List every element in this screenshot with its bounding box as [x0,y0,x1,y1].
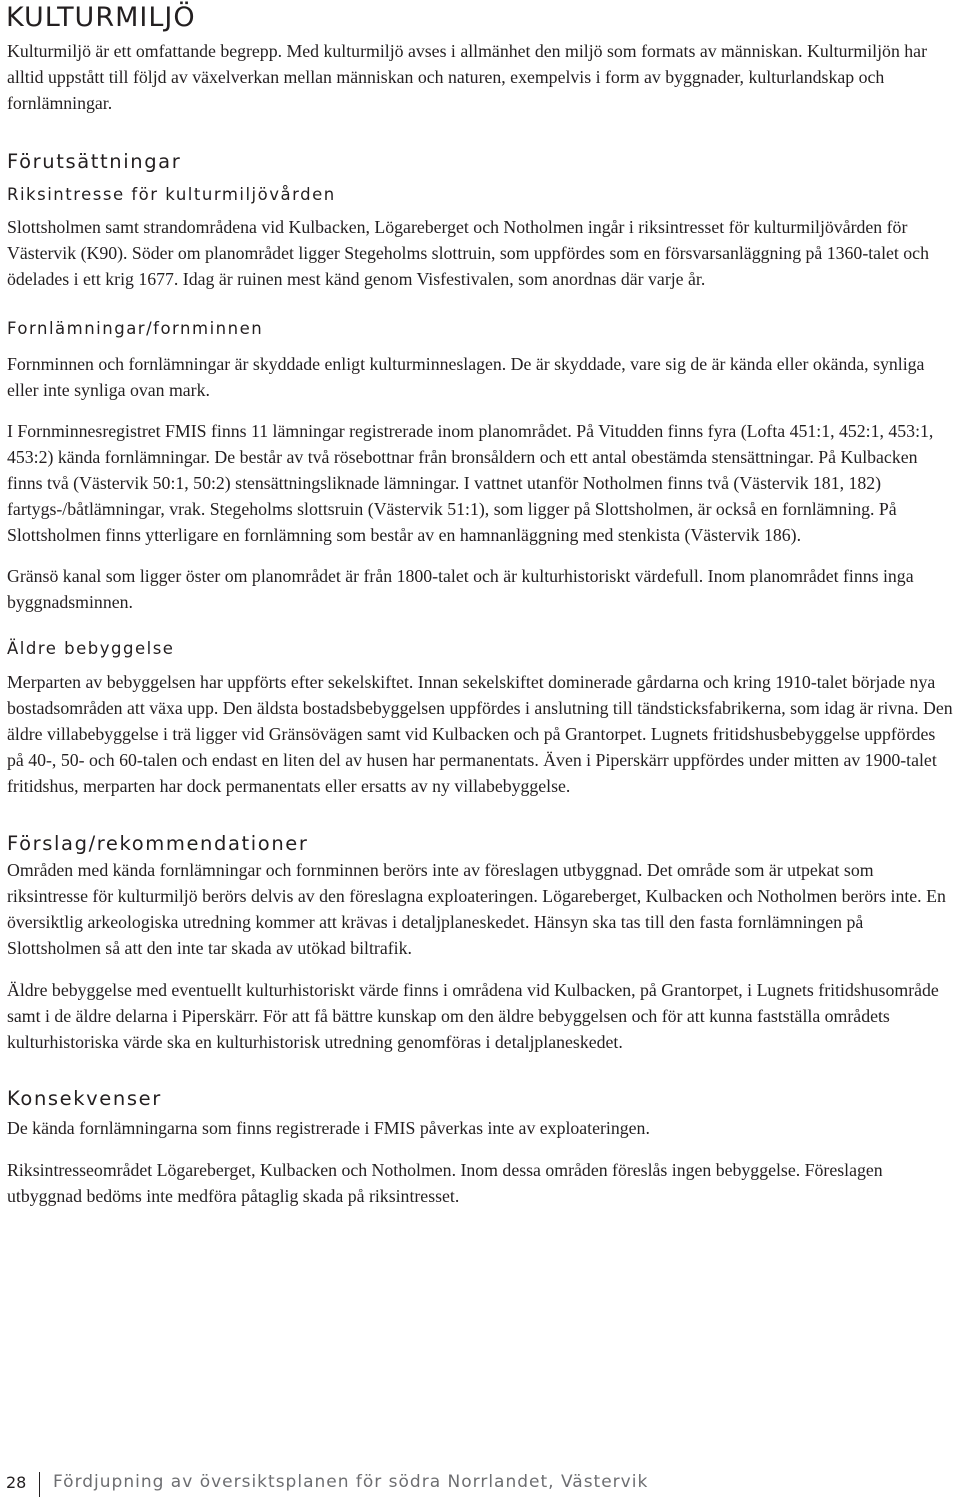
forslag-paragraph-2: Äldre bebyggelse med eventuellt kulturhistoriskt värde finns i områdena vid Kulbacken, på Grantorpet, i Lugnets fritidshusområde samt i de äldre delarna i Piperskärr. För att få bättre kunskap om den äldre bebyggelsen och för att kunna fastställa områdets kulturhistoriska värde ska en kulturhistorisk utredning genomföras i detaljplaneskedet. [7,980,939,1052]
section-heading-forslag: Förslag/rekommendationer [7,832,309,855]
page-footer [0,1472,960,1497]
forslag-paragraph-1: Områden med kända fornlämningar och fornminnen berörs inte av föreslagen utbyggnad. Det område som är utpekat som riksintresse för kulturmiljö berörs delvis av den föreslagna exploateringen. Lögareberget, Kulbacken och Notholmen berörs inte. En översiktlig arkeologiska utredning kommer att krävas i detaljplaneskedet. Hänsyn ska tas till den fasta fornlämningen på Slottsholmen så att den inte tar skada av utökad biltrafik. [7,860,946,958]
konsekvenser-paragraph-2: Riksintresseområdet Lögareberget, Kulbacken och Notholmen. Inom dessa områden föreslås ingen bebyggelse. Föreslagen utbyggnad bedöms inte medföra påtaglig skada på riksintresset. [7,1160,883,1206]
section-heading-forutsattningar: Förutsättningar [7,150,182,173]
intro-paragraph: Kulturmiljö är ett omfattande begrepp. Med kulturmiljö avses i allmänhet den miljö som formats av människan. Kulturmiljön har alltid uppstått till följd av växelverkan mellan människan och naturen, exempelvis i form av byggnader, kulturlandskap och fornlämningar. [7,41,927,113]
fornlamningar-paragraph-2: I Fornminnesregistret FMIS finns 11 lämningar registrerade inom planområdet. På Vitudden finns fyra (Lofta 451:1, 452:1, 453:1, 453:2) kända fornlämningar. De består av två rösebottnar från bronsåldern och ett antal obestämda stensättningar. På Kulbacken finns två (Västervik 50:1, 50:2) stensättningsliknade lämningar. I vattnet utanför Notholmen finns två (Västervik 181, 182) fartygs-/båtlämningar, vrak. Stegeholms slottsruin (Västervik 51:1), som ligger på Slottsholmen, är också en fornlämning. På Slottsholmen finns ytterligare en fornlämning som består av en hamnanläggning med stenkista (Västervik 186). [7,421,934,545]
subheading-aldre-bebyggelse: Äldre bebyggelse [7,639,175,658]
page-title: KULTURMILJÖ [6,2,196,33]
aldre-bebyggelse-paragraph: Merparten av bebyggelsen har uppförts efter sekelskiftet. Innan sekelskiftet dominerade gårdarna och kring 1910-talet började nya bostadsområden att växa upp. Den äldsta bostadsbebyggelsen uppfördes i anslutning till tändsticksfabrikerna, som idag är rivna. Den äldre villabebyggelse i trä ligger vid Gränsövägen samt vid Kulbacken och på Grantorpet. Lugnets fritidshusbebyggelse uppfördes på 40-, 50- och 60-talen och endast en liten del av husen har permanentats. Även i Piperskärr uppfördes under mitten av 1900-talet fritidshus, merparten har dock permanentats eller ersatts av ny villabebyggelse. [7,672,953,796]
fornlamningar-paragraph-1: Fornminnen och fornlämningar är skyddade enligt kulturminneslagen. De är skyddade, vare sig de är kända eller okända, synliga eller inte synliga ovan mark. [7,354,925,400]
footer-document-title: Fördjupning av översiktsplanen för södra Norrlandet, Västervik [53,1472,649,1492]
subheading-riksintresse: Riksintresse för kulturmiljövården [7,185,336,204]
konsekvenser-paragraph-1: De kända fornlämningarna som finns registrerade i FMIS påverkas inte av exploateringen. [7,1118,650,1138]
document-page [7,0,953,1209]
footer-divider [39,1472,40,1497]
page-number: 28 [6,1473,27,1492]
section-heading-konsekvenser: Konsekvenser [7,1087,162,1110]
riksintresse-paragraph: Slottsholmen samt strandområdena vid Kulbacken, Lögareberget och Notholmen ingår i riksintresset för kulturmiljövården för Västervik (K90). Söder om planområdet ligger Stegeholms slottruin, som uppfördes som en försvarsanläggning på 1360-talet och ödelades i ett krig 1677. Idag är ruinen mest känd genom Visfestivalen, som anordnas där varje år. [7,217,929,289]
subheading-fornlamningar: Fornlämningar/fornminnen [7,319,264,338]
fornlamningar-paragraph-3: Gränsö kanal som ligger öster om planområdet är från 1800-talet och är kulturhistoriskt värdefull. Inom planområdet finns inga byggnadsminnen. [7,566,914,612]
